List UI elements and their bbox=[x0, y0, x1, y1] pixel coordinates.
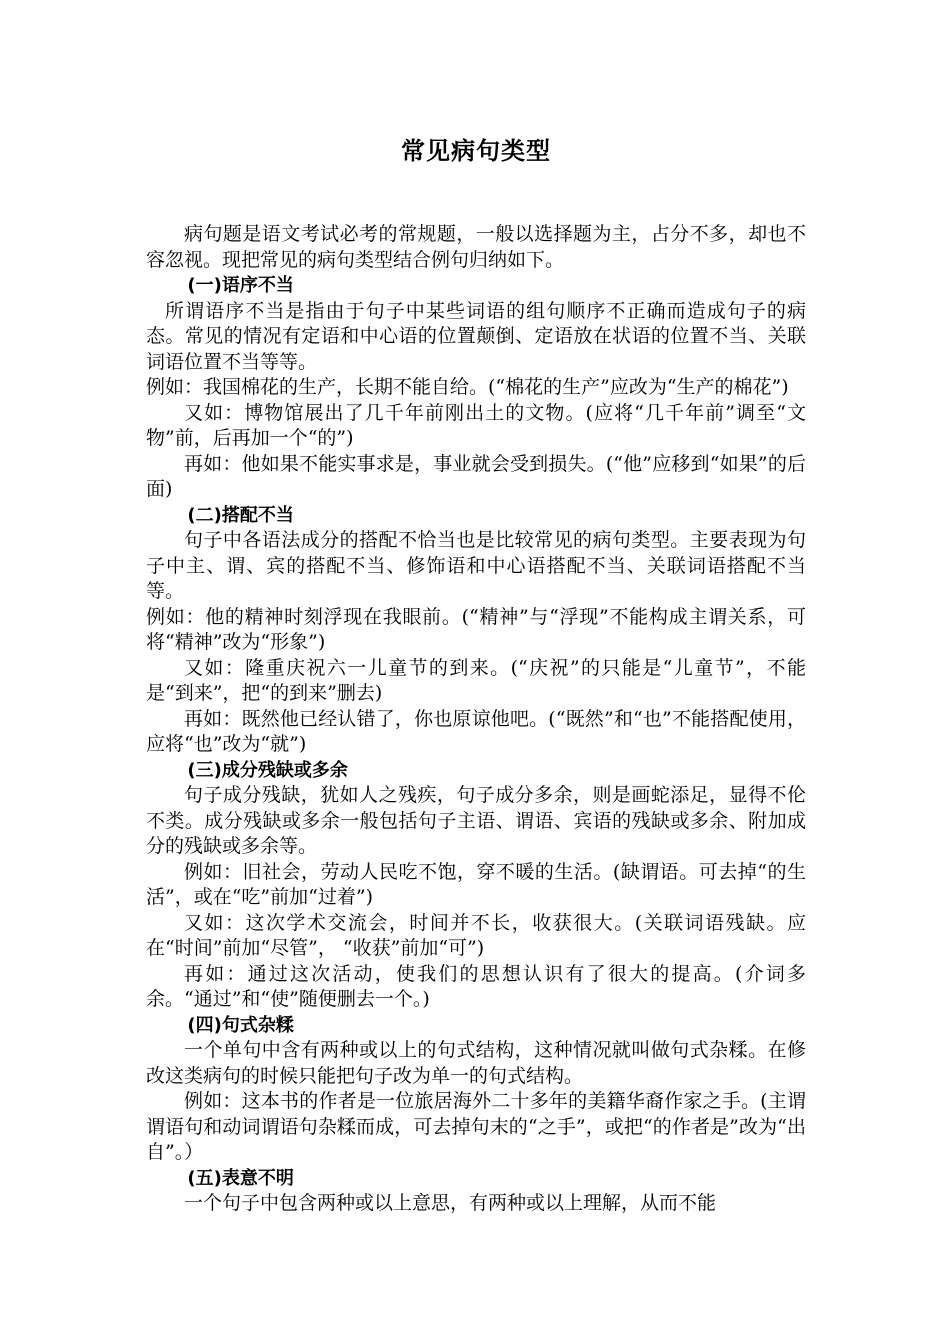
example-paragraph: 再如：既然他已经认错了，你也原谅他吧。(“既然”和“也”不能搭配使用，应将“也”改为“就”) bbox=[146, 707, 806, 755]
section-description: 所谓语序不当是指由于句子中某些词语的组句顺序不正确而造成句子的病态。常见的情况有定语和中心语的位置颠倒、定语放在状语的位置不当、关联词语位置不当等等。 bbox=[146, 299, 806, 373]
section-description: 一个句子中包含两种或以上意思，有两种或以上理解，从而不能 bbox=[184, 1192, 717, 1214]
example-paragraph: 例如：旧社会，劳动人民吃不饱，穿不暖的生活。(缺谓语。可去掉“的生活”，或在“吃”前加“过着”) bbox=[146, 860, 806, 908]
section-heading-mixed-structure: (四)句式杂糅 bbox=[187, 1014, 294, 1036]
example-paragraph: 例如：他的精神时刻浮现在我眼前。(“精神”与“浮现”不能构成主谓关系，可将“精神”改为“形象”) bbox=[146, 605, 806, 653]
document-body bbox=[146, 222, 806, 1217]
example-paragraph: 再如：通过这次活动，使我们的思想认识有了很大的提高。(介词多余。“通过”和“使”随便删去一个。) bbox=[146, 962, 806, 1010]
document-title: 常见病句类型 bbox=[401, 137, 551, 165]
section-heading-unclear-meaning: (五)表意不明 bbox=[187, 1167, 294, 1189]
section-description: 一个单句中含有两种或以上的句式结构，这种情况就叫做句式杂糅。在修改这类病句的时候只能把句子改为单一的句式结构。 bbox=[146, 1039, 806, 1087]
example-paragraph: 例如：这本书的作者是一位旅居海外二十多年的美籍华裔作家之手。(主谓谓语句和动词谓语句杂糅而成，可去掉句末的“之手”，或把“的作者是”改为“出自”。） bbox=[146, 1090, 806, 1163]
example-paragraph: 又如：这次学术交流会，时间并不长，收获很大。(关联词语残缺。应在“时间”前加“尽管”， “收获”前加“可”) bbox=[146, 911, 806, 959]
example-paragraph: 例如：我国棉花的生产，长期不能自给。(“棉花的生产”应改为“生产的棉花”) bbox=[146, 376, 789, 398]
example-paragraph: 再如：他如果不能实事求是，事业就会受到损失。(“他”应移到“如果”的后面) bbox=[146, 452, 806, 500]
section-heading-collocation: (二)搭配不当 bbox=[187, 504, 294, 526]
example-paragraph: 又如：隆重庆祝六一儿童节的到来。(“庆祝”的只能是“儿童节”，不能是“到来”，把“的到来”删去) bbox=[146, 656, 806, 704]
section-description: 句子成分残缺，犹如人之残疾，句子成分多余，则是画蛇添足，显得不伦不类。成分残缺或多余一般包括句子主语、谓语、宾语的残缺或多余、附加成分的残缺或多余等。 bbox=[146, 784, 806, 857]
intro-paragraph: 病句题是语文考试必考的常规题，一般以选择题为主，占分不多，却也不容忽视。现把常见的病句类型结合例句归纳如下。 bbox=[146, 223, 806, 271]
section-description: 句子中各语法成分的搭配不恰当也是比较常见的病句类型。主要表现为句子中主、谓、宾的搭配不当、修饰语和中心语搭配不当、关联词语搭配不当等。 bbox=[146, 529, 806, 602]
section-heading-word-order: (一)语序不当 bbox=[187, 275, 294, 296]
example-paragraph: 又如：博物馆展出了几千年前刚出土的文物。(应将“几千年前”调至“文物”前，后再加一个“的”) bbox=[146, 401, 806, 449]
section-heading-missing-or-redundant: (三)成分残缺或多余 bbox=[187, 759, 348, 781]
